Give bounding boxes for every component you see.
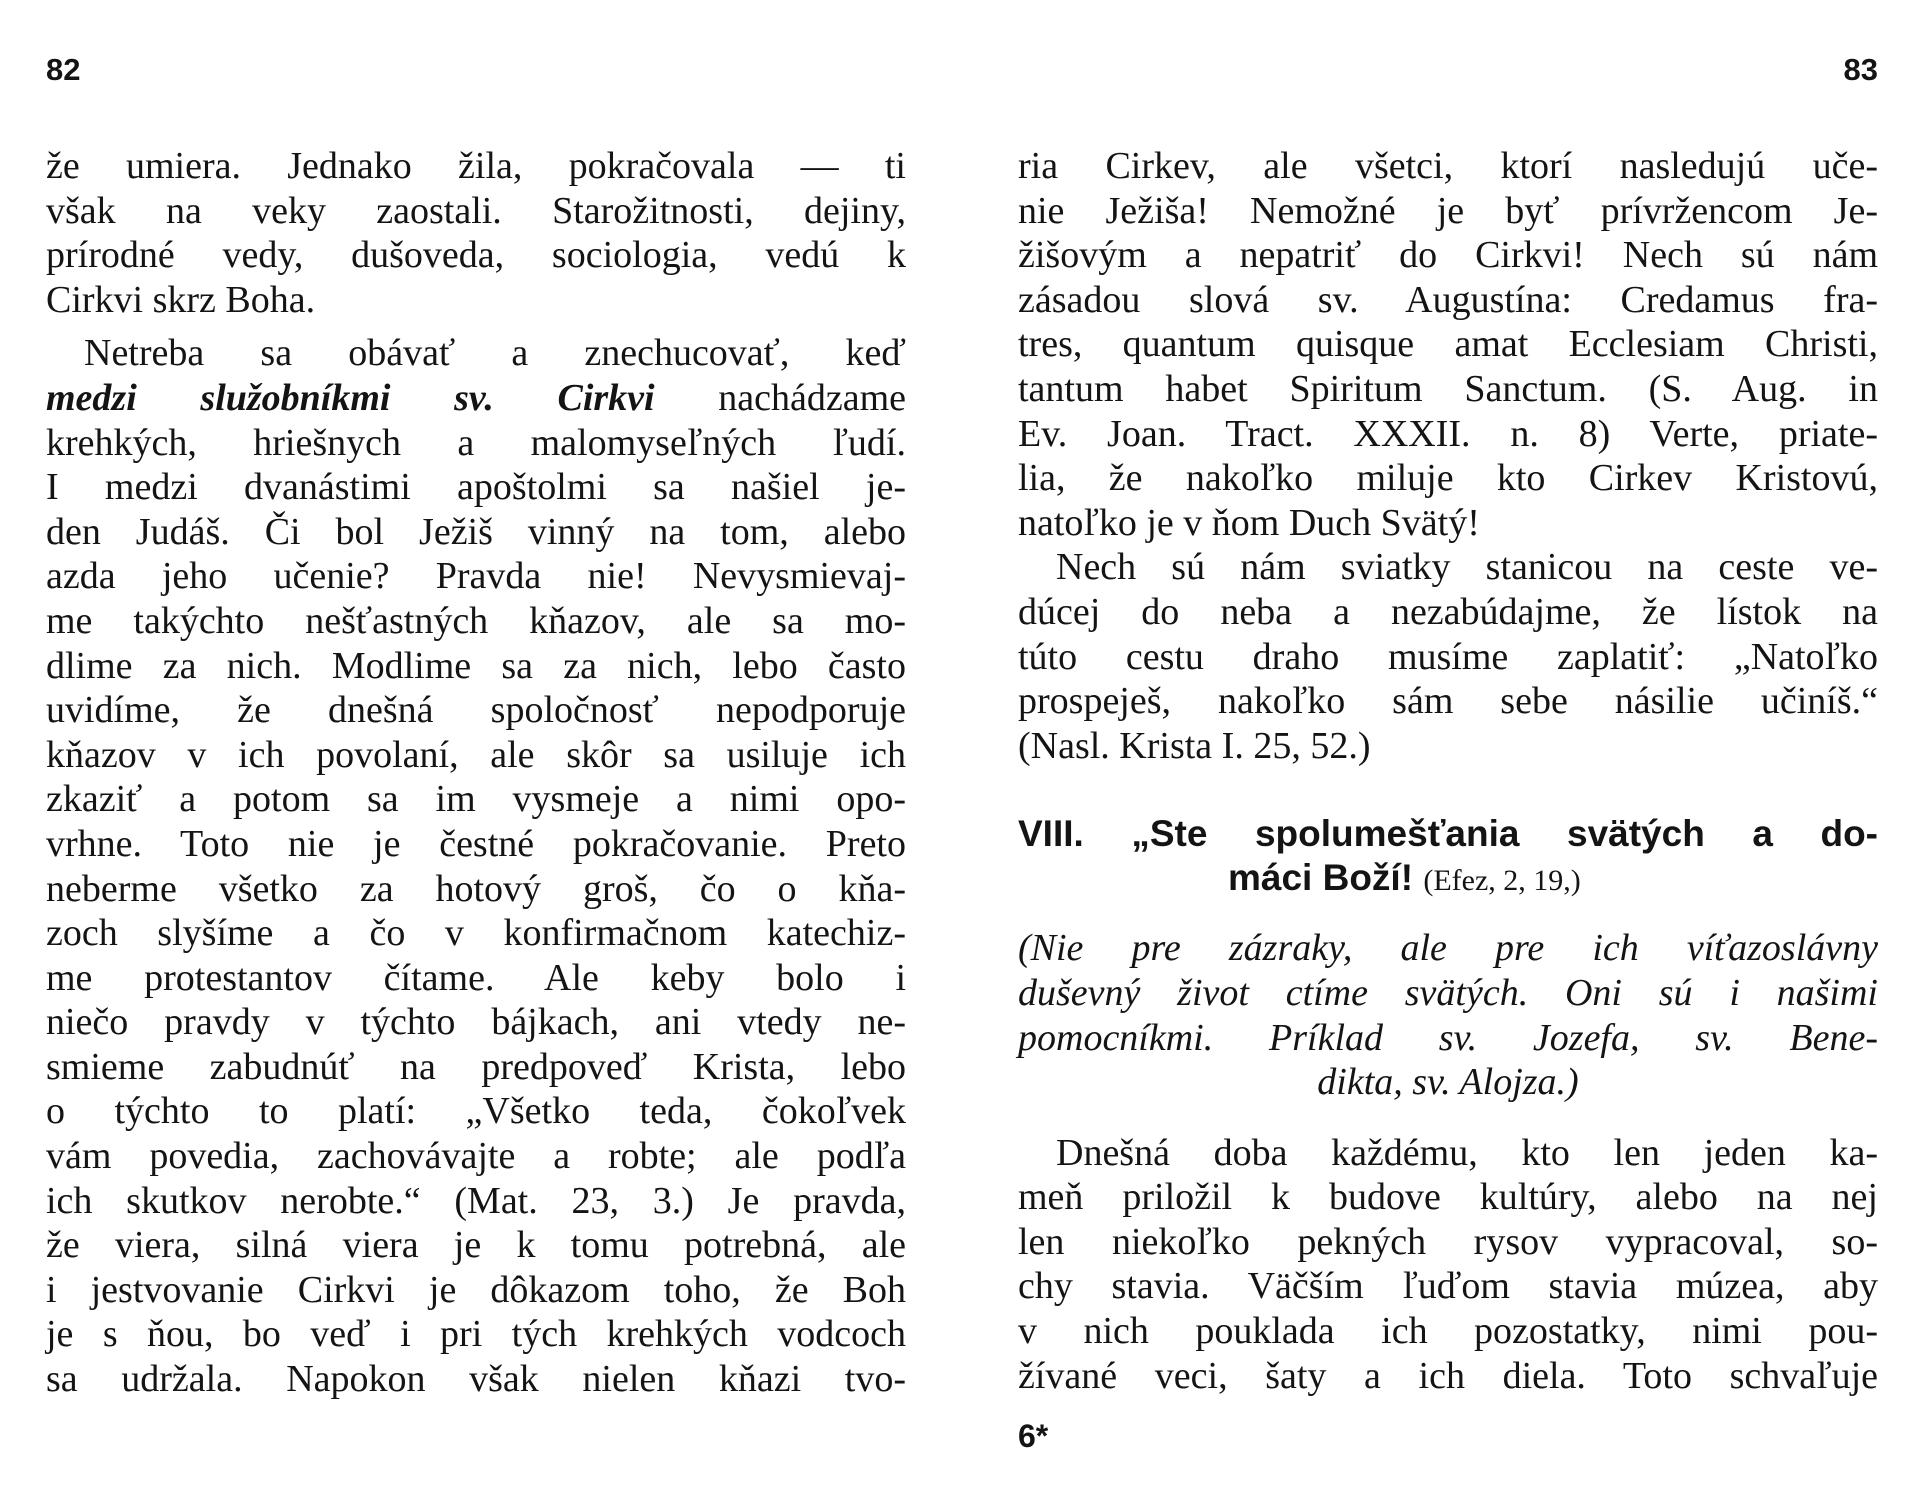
summary-line: duševný život ctíme svätých. Oni sú i našimi <box>1018 971 1878 1014</box>
text-line: že viera, silná viera je k tomu potrebná, ale <box>46 1224 906 1267</box>
text-line: sa udržala. Napokon však nielen kňazi tvo- <box>46 1358 906 1401</box>
text-line: uvidíme, že dnešná spoločnosť nepodporuje <box>46 689 906 732</box>
text-line: den Judáš. Či bol Ježiš vinný na tom, alebo <box>46 510 906 553</box>
text-line: tres, quantum quisque amat Ecclesiam Christi, <box>1018 323 1878 366</box>
text-line: žišovým a nepatriť do Cirkvi! Nech sú nám <box>1018 234 1878 277</box>
text-line: však na veky zaostali. Starožitnosti, dejiny, <box>46 189 906 232</box>
text-line: chy stavia. Väčším ľuďom stavia múzea, aby <box>1018 1265 1878 1308</box>
signature-mark: 6* <box>1018 1418 1049 1454</box>
right-page-text <box>1018 144 1878 1398</box>
text-line: i jestvovanie Cirkvi je dôkazom toho, že Boh <box>46 1268 906 1311</box>
text-line: zoch slyšíme a čo v konfirmačnom katechiz- <box>46 912 906 955</box>
text-line: nie Ježiša! Nemožné je byť prívržencom Je- <box>1018 189 1878 232</box>
italic-phrase: medzi služobníkmi sv. Cirkvi <box>46 376 655 419</box>
text-line: azda jeho učenie? Pravda nie! Nevysmievaj- <box>46 555 906 598</box>
text-line: Netreba sa obávať a znechucovať, keď <box>84 332 906 375</box>
text-line: Cirkvi skrz Boha. <box>46 278 316 321</box>
chapter-heading <box>1018 812 1878 856</box>
text-fragment: nachádzame <box>654 376 906 419</box>
text-line: túto cestu draho musíme zaplatiť: „Natoľko <box>1018 635 1878 678</box>
chapter-title-line-1: „Ste spolumešťania svätých a do- <box>1131 813 1878 855</box>
text-line: je s ňou, bo veď i pri tých krehkých vodcoch <box>46 1313 906 1356</box>
text-line: niečo pravdy v týchto bájkach, ani vtedy ne- <box>46 1001 906 1044</box>
text-line: že umiera. Jednako žila, pokračovala — ti <box>46 145 906 187</box>
text-line: prírodné vedy, dušoveda, sociologia, vedú k <box>46 234 906 277</box>
text-line: meň priložil k budove kultúry, alebo na nej <box>1018 1176 1878 1219</box>
text-line: vám povedia, zachovávajte a robte; ale podľa <box>46 1135 906 1178</box>
text-line: zkaziť a potom sa im vysmeje a nimi opo- <box>46 778 906 821</box>
chapter-title-line-2: máci Boží! <box>1228 857 1414 899</box>
text-line: me protestantov čítame. Ale keby bolo i <box>46 956 906 999</box>
text-line: lia, že nakoľko miluje kto Cirkev Kristovú, <box>1018 457 1878 500</box>
text-line: prospeješ, nakoľko sám sebe násilie učiníš.“ <box>1018 680 1878 723</box>
text-line: neberme všetko za hotový groš, čo o kňa- <box>46 867 906 910</box>
text-line: ich skutkov nerobte.“ (Mat. 23, 3.) Je pravda, <box>46 1179 906 1222</box>
text-line: žívané veci, šaty a ich diela. Toto schvaľuje <box>1018 1354 1878 1397</box>
right-page <box>1018 0 1878 1500</box>
text-line: natoľko je v ňom Duch Svätý! <box>1018 501 1480 544</box>
text-line: ria Cirkev, ale všetci, ktorí nasledujú uče- <box>1018 145 1878 187</box>
text-line-mixed <box>46 376 906 421</box>
page-number-right: 83 <box>1843 52 1878 87</box>
text-line: me takýchto nešťastných kňazov, ale sa mo- <box>46 599 906 642</box>
text-line: kňazov v ich povolaní, ale skôr sa usiluje ich <box>46 733 906 776</box>
text-line: smieme zabudnúť na predpoveď Krista, lebo <box>46 1045 906 1088</box>
chapter-reference: (Efez, 2, 19,) <box>1423 864 1581 898</box>
text-line: zásadou slová sv. Augustína: Credamus fra- <box>1018 278 1878 321</box>
text-line: (Nasl. Krista I. 25, 52.) <box>1018 724 1371 767</box>
text-line: len niekoľko pekných rysov vypracoval, so- <box>1018 1220 1878 1263</box>
summary-line: pomocníkmi. Príklad sv. Jozefa, sv. Bene- <box>1018 1016 1878 1059</box>
page-number-left: 82 <box>46 52 81 87</box>
text-line: Nech sú nám sviatky stanicou na ceste ve- <box>1056 546 1878 589</box>
left-page <box>46 0 906 1500</box>
summary-line: dikta, sv. Alojza.) <box>1317 1061 1579 1104</box>
text-line: krehkých, hriešnych a malomyseľných ľudí. <box>46 421 906 464</box>
left-page-text <box>46 144 906 1402</box>
text-line: Ev. Joan. Tract. XXXII. n. 8) Verte, priate- <box>1018 412 1878 455</box>
summary-line: (Nie pre zázraky, ale pre ich víťazoslávny <box>1018 927 1878 970</box>
text-line: I medzi dvanástimi apoštolmi sa našiel je- <box>46 466 906 509</box>
text-line: tantum habet Spiritum Sanctum. (S. Aug. in <box>1018 367 1878 410</box>
text-line: v nich pouklada ich pozostatky, nimi pou- <box>1018 1310 1878 1353</box>
text-line: o týchto to platí: „Všetko teda, čokoľvek <box>46 1090 906 1133</box>
text-line: dlime za nich. Modlime sa za nich, lebo často <box>46 644 906 687</box>
chapter-heading-line-2 <box>1018 856 1878 900</box>
chapter-number: VIII. <box>1018 813 1084 855</box>
text-line: vrhne. Toto nie je čestné pokračovanie. Preto <box>46 822 906 865</box>
text-line: Dnešná doba každému, kto len jeden ka- <box>1056 1131 1878 1174</box>
text-line: dúcej do neba a nezabúdajme, že lístok na <box>1018 590 1878 633</box>
